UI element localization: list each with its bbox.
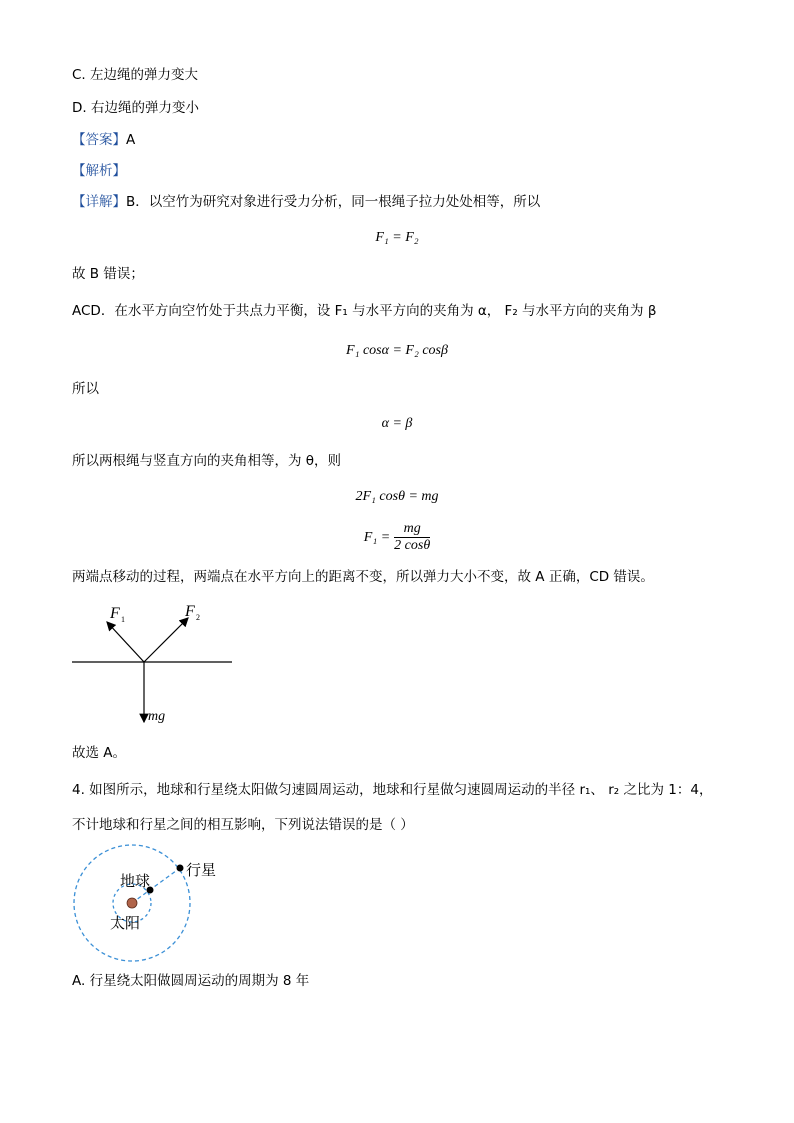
choose-a-line: 故选 A。	[72, 745, 127, 761]
option-c: C. 左边绳的弹力变大	[72, 67, 199, 83]
option-a: A. 行星绕太阳做圆周运动的周期为 8 年	[72, 973, 310, 989]
equation-alpha-beta: α = β	[381, 416, 413, 431]
force-f2-arrow	[144, 618, 188, 662]
fraction-numerator: mg	[394, 521, 430, 538]
b-wrong-line: 故 B 错误；	[72, 266, 144, 282]
equation-f1-f2: F₁ = F₂	[375, 230, 419, 245]
label-f1: F	[110, 605, 120, 622]
detail-tag: 【详解】	[72, 194, 126, 210]
label-mg: mg	[148, 709, 166, 724]
equation-2f1: 2F₁ cosθ = mg	[355, 489, 439, 504]
label-f2: F	[185, 603, 195, 620]
force-diagram	[60, 596, 260, 731]
equation-cos: F₁ cosα = F₂ cosβ	[346, 343, 448, 358]
sun-icon	[127, 898, 137, 908]
detail-text: B．以空竹为研究对象进行受力分析，同一根绳子拉力处处相等，所以	[126, 194, 541, 210]
acd-line: ACD．在水平方向空竹处于共点力平衡，设 F₁ 与水平方向的夹角为 α， F₂ 与水平方向的夹角为 β	[72, 303, 657, 319]
label-sun: 太阳	[110, 914, 141, 932]
answer-line	[72, 131, 135, 149]
analysis-tag: 【解析】	[72, 163, 126, 179]
planet-icon	[177, 865, 184, 872]
orbit-diagram	[66, 842, 236, 966]
fraction-denominator: 2 cosθ	[394, 538, 431, 554]
fraction-lhs: F₁ =	[363, 530, 391, 545]
answer-tag: 【答案】	[72, 132, 126, 148]
fraction	[394, 521, 430, 554]
force-f1-arrow	[107, 622, 144, 662]
suoyi-line: 所以	[72, 381, 99, 397]
theta-line: 所以两根绳与竖直方向的夹角相等，为 θ，则	[72, 453, 342, 469]
label-f2-sub: 2	[196, 613, 200, 622]
conclusion-line: 两端点移动的过程，两端点在水平方向上的距离不变，所以弹力大小不变，故 A 正确，CD 错误。	[72, 569, 654, 585]
answer-value: A	[126, 132, 136, 148]
label-planet: 行星	[186, 861, 217, 879]
question4-line2: 不计地球和行星之间的相互影响，下列说法错误的是（ ）	[72, 817, 414, 833]
label-earth: 地球	[120, 872, 151, 890]
equation-fraction	[0, 520, 794, 556]
label-f1-sub: 1	[121, 615, 125, 624]
option-d: D. 右边绳的弹力变小	[72, 100, 199, 116]
detail-line	[72, 193, 540, 211]
question4-line1: 4. 如图所示，地球和行星绕太阳做匀速圆周运动，地球和行星做匀速圆周运动的半径 r₁、 r₂ 之比为 1：4，	[72, 782, 713, 798]
